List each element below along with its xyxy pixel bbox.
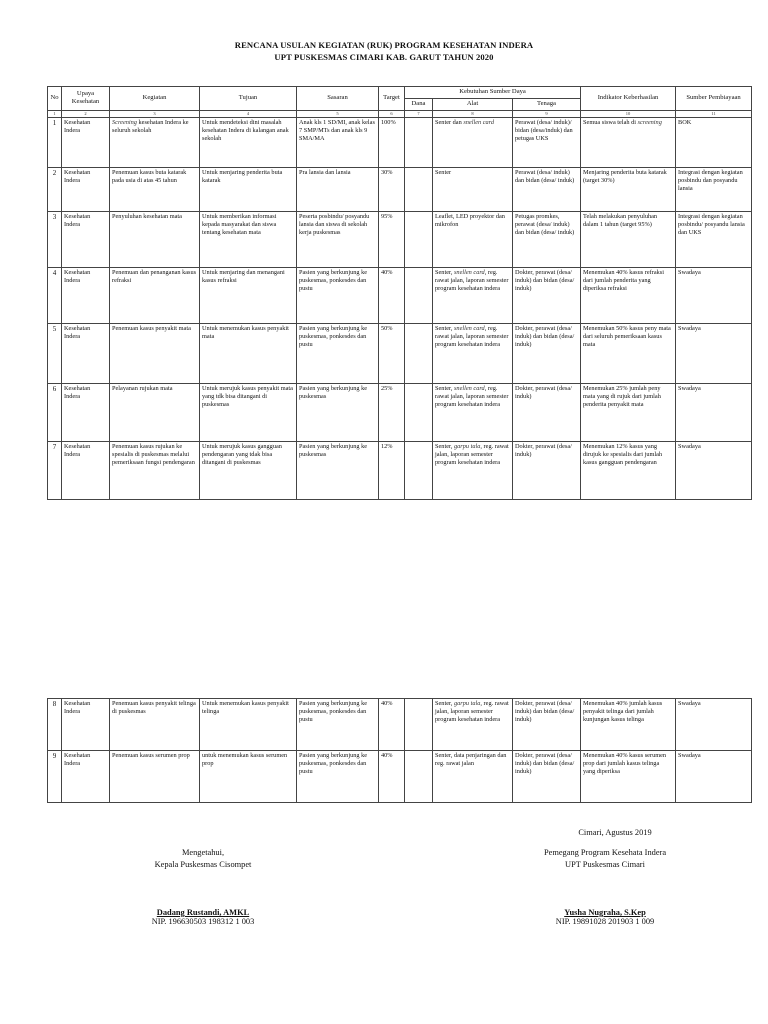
italic-term: garpu tala	[453, 700, 481, 707]
italic-term: snellen card	[453, 384, 485, 392]
italic-term: snellen card	[453, 268, 485, 276]
cell-tenaga: Dokter, perawat (desa/ induk) dan bidan (desa/ induk)	[513, 267, 581, 323]
cell-text: Leaflet, LED proyektor dan mikrofon	[435, 212, 505, 228]
cell-upaya: Kesehatan Indera	[62, 323, 110, 383]
cell-kegiatan: Penemuan dan penanganan kasus refraksi	[110, 267, 200, 323]
cell-kegiatan: Penemuan kasus penyakit telinga di puskesmas	[110, 699, 200, 751]
left-signatory-nip: NIP. 196630503 198312 1 003	[151, 917, 255, 926]
col-number: 10	[581, 110, 676, 117]
cell-text: Senter,	[435, 324, 454, 332]
cell-target: 30%	[379, 167, 405, 211]
table-row	[48, 167, 752, 211]
table-row	[48, 211, 752, 267]
cell-target: 12%	[379, 441, 405, 499]
cell-alat	[433, 383, 513, 441]
cell-sumber: Swadaya	[676, 441, 752, 499]
cell-tujuan: Untuk menjaring penderita buta katarak	[200, 167, 297, 211]
cell-alat	[433, 117, 513, 167]
col-number: 3	[110, 110, 200, 117]
cell-target: 95%	[379, 211, 405, 267]
cell-upaya: Kesehatan Indera	[62, 699, 110, 751]
table-row	[48, 751, 752, 803]
italic-term: snellen card	[453, 324, 485, 332]
cell-kegiatan: Pelayanan rujukan mata	[110, 383, 200, 441]
cell-text: Senter,	[435, 442, 454, 450]
table-row	[48, 383, 752, 441]
cell-alat	[433, 441, 513, 499]
cell-tenaga: Dokter, perawat (desa/ induk) dan bidan (desa/ induk)	[513, 323, 581, 383]
cell-upaya: Kesehatan Indera	[62, 167, 110, 211]
cell-tujuan: Untuk mendeteksi dini masalah kesehatan Indera di kalangan anak sekolah	[200, 117, 297, 167]
right-sign-line2: UPT Puskesmas Cimari	[565, 860, 645, 869]
cell-sasaran: Pasien yang berkunjung ke puskesmas	[297, 441, 379, 499]
cell-alat	[433, 323, 513, 383]
table-row	[48, 117, 752, 167]
cell-indikator: Menemukan 40% jumlah kasus penyakit telinga dari jumlah kunjungan kasus telinga	[581, 699, 676, 751]
cell-alat	[433, 267, 513, 323]
cell-target: 50%	[379, 323, 405, 383]
col-number: 8	[433, 110, 513, 117]
cell-tujuan: Untuk menemukan kasus penyakit telinga	[200, 699, 297, 751]
cell-no: 8	[48, 699, 62, 751]
cell-tujuan: Untuk memberikan informasi kepada masyarakat dan siswa tentang kesehatan mata	[200, 211, 297, 267]
left-sign-line1: Mengetahui,	[181, 848, 225, 857]
cell-upaya: Kesehatan Indera	[62, 383, 110, 441]
cell-text: Senter, data penjaringan dan reg. rawat jalan	[435, 752, 507, 768]
col-number: 9	[513, 110, 581, 117]
cell-upaya: Kesehatan Indera	[62, 441, 110, 499]
cell-tenaga: Dokter, perawat (desa/ induk) dan bidan (desa/ induk)	[513, 699, 581, 751]
cell-text: kesehatan Indera ke seluruh sekolah	[112, 118, 189, 134]
col-number: 6	[379, 110, 405, 117]
cell-indikator: Menemukan 25% jumlah peny mata yang di rujuk dari jumlah penderita penyakit mata	[581, 383, 676, 441]
cell-upaya: Kesehatan Indera	[62, 117, 110, 167]
cell-kegiatan: Penemuan kasus penyakit mata	[110, 323, 200, 383]
cell-sasaran: Pasien yang berkunjung ke puskesmas, ponkesdes dan pustu	[297, 267, 379, 323]
cell-alat	[433, 699, 513, 751]
cell-dana	[405, 383, 433, 441]
cell-text: Senter dan	[435, 118, 464, 126]
table-row	[48, 323, 752, 383]
header-kegiatan: Kegiatan	[110, 87, 200, 111]
cell-kegiatan: Penyuluhan kesehatan mata	[110, 211, 200, 267]
cell-tujuan: untuk menemukan kasus serumen prop	[200, 751, 297, 803]
cell-kegiatan: Penemuan kasus serumen prop	[110, 751, 200, 803]
header-dana: Dana	[405, 99, 433, 111]
cell-no: 3	[48, 211, 62, 267]
cell-sasaran: Anak kls 1 SD/MI, anak kelas 7 SMP/MTs dan anak kls 9 SMA/MA	[297, 117, 379, 167]
header-kebutuhan: Kebutuhan Sumber Daya	[405, 87, 581, 99]
document-subtitle: UPT PUSKESMAS CIMARI KAB. GARUT TAHUN 2020	[274, 52, 494, 62]
header-sumber: Sumber Pembiayaan	[676, 87, 752, 111]
left-sign-line2: Kepala Puskesmas Cisompet	[154, 860, 252, 869]
cell-text: , reg. rawat jalan, laporan semester program kesehatan indera	[435, 324, 509, 348]
cell-sumber: Swadaya	[676, 323, 752, 383]
document-title: RENCANA USULAN KEGIATAN (RUK) PROGRAM KESEHATAN INDERA	[234, 40, 534, 50]
cell-tujuan: Untuk menjaring dan menangani kasus refraksi	[200, 267, 297, 323]
cell-text: , reg. rawat jalan, laporan semester program kesehatan indera	[435, 442, 509, 466]
table-row	[48, 441, 752, 499]
cell-text: Senter,	[435, 268, 454, 276]
table-row	[48, 699, 752, 751]
cell-sasaran: Pasien yang berkunjung ke puskesmas, ponkesdes dan pustu	[297, 751, 379, 803]
ruk-table-main	[47, 86, 752, 500]
cell-sumber: Swadaya	[676, 383, 752, 441]
cell-dana	[405, 751, 433, 803]
cell-target: 25%	[379, 383, 405, 441]
cell-upaya: Kesehatan Indera	[62, 751, 110, 803]
right-signatory-name: Yusha Nugraha, S.Kep	[564, 908, 646, 917]
header-no: No	[48, 87, 62, 111]
cell-sumber: Swadaya	[676, 699, 752, 751]
cell-tujuan: Untuk menemukan kasus penyakit mata	[200, 323, 297, 383]
col-number: 5	[297, 110, 379, 117]
cell-upaya: Kesehatan Indera	[62, 211, 110, 267]
cell-sasaran: Pasien yang berkunjung ke puskesmas, ponkesdes dan pustu	[297, 323, 379, 383]
cell-target: 100%	[379, 117, 405, 167]
cell-sumber: Integrasi dengan kegiatan posbindu/ posyandu lansia dan UKS	[676, 211, 752, 267]
cell-no: 6	[48, 383, 62, 441]
cell-text: Senter	[435, 168, 452, 176]
cell-text: Semua siswa telah di	[583, 118, 638, 126]
cell-alat	[433, 167, 513, 211]
italic-term: screening	[637, 118, 662, 126]
italic-term: snellen card	[463, 118, 495, 126]
header-indikator: Indikator Keberhasilan	[581, 87, 676, 111]
cell-tenaga: Perawat (desa/ induk)/ bidan (desa/induk) dan petugas UKS	[513, 117, 581, 167]
cell-sumber: Integrasi dengan kegiatan posbindu dan posyandu lansia	[676, 167, 752, 211]
cell-no: 7	[48, 441, 62, 499]
cell-target: 40%	[379, 267, 405, 323]
cell-indikator	[581, 117, 676, 167]
cell-indikator: Menemukan 40% kasus serumen prop dari jumlah kasus telinga yang diperiksa	[581, 751, 676, 803]
cell-kegiatan: Penemuan kasus buta katarak pada usia di atas 45 tahun	[110, 167, 200, 211]
cell-indikator: Menemukan 12% kasus yang dirujuk ke spesialis dari jumlah kasus gangguan pendengaran	[581, 441, 676, 499]
cell-tenaga: Petugas promkes, perawat (desa/ induk) dan bidan (desa/ induk)	[513, 211, 581, 267]
ruk-table-continued	[47, 698, 752, 803]
cell-target: 40%	[379, 699, 405, 751]
column-number-row	[48, 110, 752, 117]
cell-no: 4	[48, 267, 62, 323]
cell-alat	[433, 751, 513, 803]
italic-term: garpu tala	[453, 442, 481, 450]
left-signatory-name: Dadang Rustandi, AMKL	[156, 908, 250, 917]
cell-text: Senter,	[435, 700, 454, 707]
col-number: 7	[405, 110, 433, 117]
cell-dana	[405, 323, 433, 383]
header-sasaran: Sasaran	[297, 87, 379, 111]
header-target: Target	[379, 87, 405, 111]
cell-dana	[405, 441, 433, 499]
cell-kegiatan	[110, 117, 200, 167]
table-row	[48, 267, 752, 323]
right-sign-line1: Pemegang Program Kesehata Indera	[543, 848, 667, 857]
cell-upaya: Kesehatan Indera	[62, 267, 110, 323]
cell-alat	[433, 211, 513, 267]
cell-sumber: BOK	[676, 117, 752, 167]
cell-no: 1	[48, 117, 62, 167]
cell-indikator: Menjaring penderita buta katarak (target 30%)	[581, 167, 676, 211]
cell-text: Senter,	[435, 384, 454, 392]
cell-tenaga: Dokter, perawat (desa/ induk) dan bidan (desa/ induk)	[513, 751, 581, 803]
cell-tujuan: Untuk merujuk kasus penyakit mata yang tdk bisa ditangani di puskesmas	[200, 383, 297, 441]
header-alat: Alat	[433, 99, 513, 111]
cell-no: 5	[48, 323, 62, 383]
cell-sasaran: Peserta posbindu/ posyandu lansia dan siswa di sekolah kerja puskesmas	[297, 211, 379, 267]
right-signatory	[510, 908, 700, 926]
cell-dana	[405, 699, 433, 751]
cell-tenaga: Dokter, perawat (desa/ induk)	[513, 441, 581, 499]
cell-indikator: Menemukan 50% kasus peny mata dari seluruh pemeriksaan kasus mata	[581, 323, 676, 383]
header-tenaga: Tenaga	[513, 99, 581, 111]
place-date: Cimari, Agustus 2019	[578, 828, 652, 837]
cell-target: 40%	[379, 751, 405, 803]
cell-dana	[405, 211, 433, 267]
left-signatory	[118, 908, 288, 926]
italic-term: Screening	[112, 118, 137, 126]
cell-indikator: Menemukan 40% kasus refraksi dari jumlah penderita yang diperiksa refraksi	[581, 267, 676, 323]
cell-sumber: Swadaya	[676, 751, 752, 803]
cell-dana	[405, 117, 433, 167]
cell-tujuan: Untuk merujuk kasus gangguan pendengaran yang tdak bisa ditangani di puskesmas	[200, 441, 297, 499]
cell-dana	[405, 167, 433, 211]
cell-text: , reg. rawat jalan, laporan semester program kesehatan indera	[435, 700, 509, 724]
col-number: 2	[62, 110, 110, 117]
col-number: 1	[48, 110, 62, 117]
col-number: 11	[676, 110, 752, 117]
cell-sasaran: Pasien yang berkunjung ke puskesmas, ponkesdes dan pustu	[297, 699, 379, 751]
cell-no: 2	[48, 167, 62, 211]
cell-dana	[405, 267, 433, 323]
col-number: 4	[200, 110, 297, 117]
cell-sasaran: Pasien yang berkunjung ke puskesmas	[297, 383, 379, 441]
cell-no: 9	[48, 751, 62, 803]
header-upaya: Upaya Kesehatan	[62, 87, 110, 111]
cell-sumber: Swadaya	[676, 267, 752, 323]
cell-text: , reg. rawat jalan, laporan semester program kesehatan indera	[435, 268, 509, 292]
cell-tenaga: Perawat (desa/ induk) dan bidan (desa/ induk)	[513, 167, 581, 211]
cell-kegiatan: Penemuan kasus rujukan ke spesialis di puskesmas melalui pemeriksaan fungsi pendengaran	[110, 441, 200, 499]
cell-sasaran: Pra lansia dan lansia	[297, 167, 379, 211]
cell-text: , reg. rawat jalan, laporan semester program kesehatan indera	[435, 384, 509, 408]
header-tujuan: Tujuan	[200, 87, 297, 111]
cell-tenaga: Dokter, perawat (desa/ induk)	[513, 383, 581, 441]
cell-indikator: Telah melakukan penyuluhan dalam 1 tahun (target 95%)	[581, 211, 676, 267]
right-signatory-nip: NIP. 19891028 201903 1 009	[555, 917, 655, 926]
